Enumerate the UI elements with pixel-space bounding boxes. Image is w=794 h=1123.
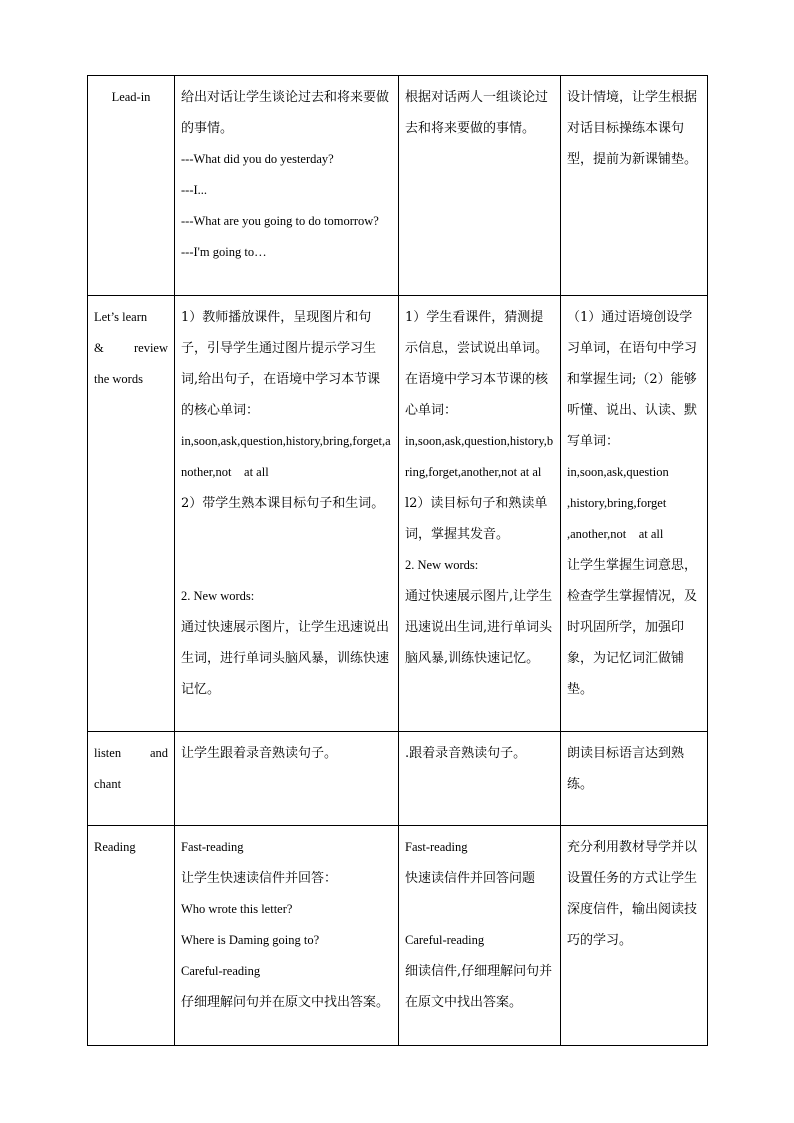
student-text: .跟着录音熟读句子。: [405, 746, 527, 761]
purpose-text: 朗读目标语言达到熟练。: [567, 746, 685, 792]
purpose-cell: [561, 296, 708, 732]
student-activity-cell: [399, 76, 561, 296]
stage-label: the words: [94, 372, 143, 386]
subheading: Careful-reading: [405, 933, 485, 947]
lesson-plan-table: [87, 75, 708, 1046]
stage-label: Let’s learn: [94, 310, 148, 324]
student-text: l2）读目标句子和熟读单词，掌握其发音。: [405, 496, 548, 542]
teacher-text: 1）教师播放课件，呈现图片和句子，引导学生通过图片提示学习生词,给出句子，在语境中学习本节课的核心单词：: [181, 310, 381, 418]
stage-cell: [88, 732, 175, 826]
word-list: in,soon,ask,question: [567, 465, 669, 479]
purpose-cell: [561, 732, 708, 826]
student-text: 通过快速展示图片,让学生迅速说出生词,进行单词头脑风暴,训练快速记忆。: [405, 589, 553, 666]
subheading: 2. New words:: [405, 558, 479, 572]
purpose-cell: [561, 826, 708, 1046]
purpose-text: （1）通过语境创设学习单词，在语句中学习和掌握生词;（2）能够听懂、说出、认读、默写单词：: [567, 310, 698, 449]
dialogue-line: ---I'm going to…: [181, 245, 267, 259]
word-list: in,soon,ask,question,history,bring,forget,another,not at all: [181, 434, 391, 479]
stage-label: Lead-in: [111, 90, 151, 104]
purpose-text: 设计情境，让学生根据对话目标操练本课句型，提前为新课铺垫。: [567, 90, 698, 167]
student-text: 快速读信件并回答问题: [405, 871, 536, 886]
dialogue-line: ---I...: [181, 183, 208, 197]
question-line: Who wrote this letter?: [181, 902, 293, 916]
table-row-reading: [88, 826, 708, 1046]
student-activity-cell: [399, 732, 561, 826]
teacher-activity-cell: [175, 826, 399, 1046]
stage-cell: [88, 296, 175, 732]
student-text: 1）学生看课件，猜测提示信息，尝试说出单词。在语境中学习本节课的核心单词：: [405, 310, 549, 418]
table-row-learn-words: [88, 296, 708, 732]
teacher-text: 让学生跟着录音熟读句子。: [181, 746, 338, 761]
dialogue-line: ---What are you going to do tomorrow?: [181, 214, 379, 228]
teacher-text: 通过快速展示图片，让学生迅速说出生词，进行单词头脑风暴，训练快速记忆。: [181, 620, 390, 697]
table-row-lead-in: [88, 76, 708, 296]
stage-label: & review: [94, 341, 168, 355]
teacher-activity-cell: [175, 76, 399, 296]
stage-label: listen and: [94, 746, 168, 760]
stage-label: Reading: [94, 840, 136, 854]
stage-label: chant: [94, 777, 122, 791]
table-row-listen-chant: [88, 732, 708, 826]
teacher-text: 给出对话让学生谈论过去和将来要做的事情。: [181, 90, 390, 136]
teacher-text: 让学生快速读信件并回答：: [181, 871, 338, 886]
teacher-text: 2）带学生熟本课目标句子和生词。: [181, 496, 385, 511]
student-activity-cell: [399, 296, 561, 732]
teacher-activity-cell: [175, 732, 399, 826]
purpose-text: 充分利用教材导学并以设置任务的方式让学生深度信件，输出阅读技巧的学习。: [567, 840, 698, 948]
student-text: 细读信件,仔细理解问句并在原文中找出答案。: [405, 964, 553, 1010]
word-list: in,soon,ask,question,history,bring,forget,another,not at al: [405, 434, 554, 479]
stage-cell: [88, 76, 175, 296]
word-list: ,another,not at all: [567, 527, 664, 541]
teacher-activity-cell: [175, 296, 399, 732]
student-activity-cell: [399, 826, 561, 1046]
subheading: 2. New words:: [181, 589, 255, 603]
subheading: Fast-reading: [181, 840, 244, 854]
student-text: 根据对话两人一组谈论过去和将来要做的事情。: [405, 90, 549, 136]
purpose-text: 让学生掌握生词意思，检查学生掌握情况，及时巩固所学，加强印象，为记忆词汇做铺垫。: [567, 558, 698, 697]
teacher-text: 仔细理解问句并在原文中找出答案。: [181, 995, 390, 1010]
dialogue-line: ---What did you do yesterday?: [181, 152, 334, 166]
subheading: Careful-reading: [181, 964, 261, 978]
question-line: Where is Daming going to?: [181, 933, 320, 947]
stage-cell: [88, 826, 175, 1046]
subheading: Fast-reading: [405, 840, 468, 854]
purpose-cell: [561, 76, 708, 296]
word-list: ,history,bring,forget: [567, 496, 667, 510]
